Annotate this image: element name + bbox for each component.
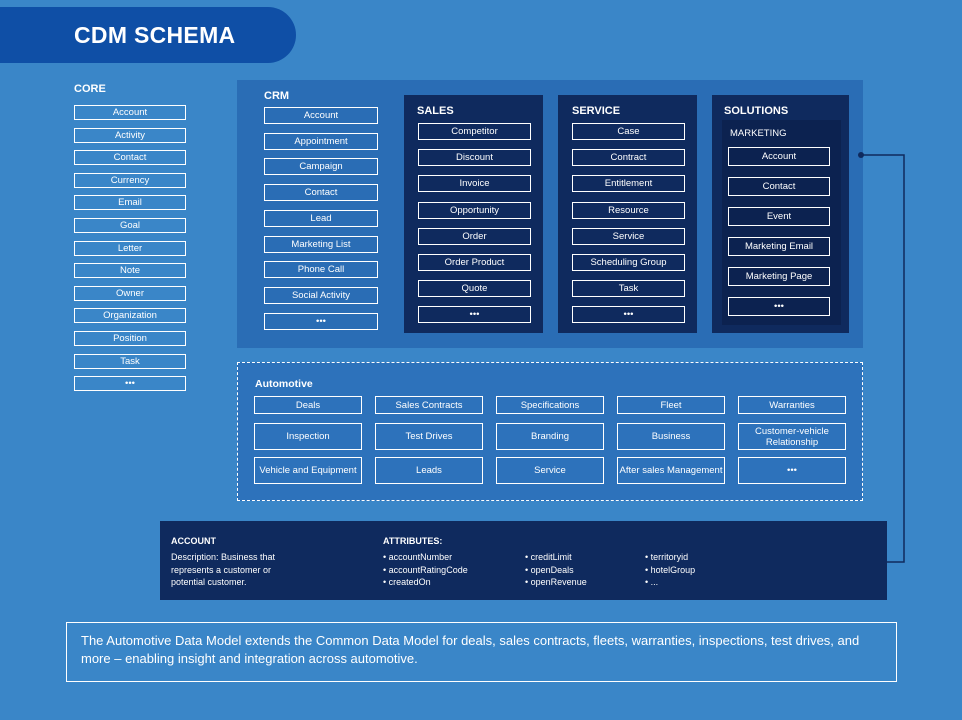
attribute-item: • territoryid (645, 552, 689, 562)
sales-item-order-product: Order Product (418, 254, 531, 271)
automotive-item-leads: Leads (375, 457, 483, 484)
automotive-item-test-drives: Test Drives (375, 423, 483, 450)
service-item-case: Case (572, 123, 685, 140)
sales-item-invoice: Invoice (418, 175, 531, 192)
attribute-item: • ... (645, 577, 659, 587)
service-item-service: Service (572, 228, 685, 245)
crm-item-social-activity: Social Activity (264, 287, 378, 304)
crm-item-account: Account (264, 107, 378, 124)
sales-item-order: Order (418, 228, 531, 245)
crm-label: CRM (264, 90, 290, 102)
marketing-label: MARKETING (730, 128, 787, 139)
sales-item-discount: Discount (418, 149, 531, 166)
core-item-task: Task (74, 354, 186, 369)
crm-item-campaign: Campaign (264, 158, 378, 175)
service-item-contract: Contract (572, 149, 685, 166)
automotive-item-sales-contracts: Sales Contracts (375, 396, 483, 414)
crm-item-appointment: Appointment (264, 133, 378, 150)
attribute-item: • accountRatingCode (383, 564, 468, 575)
automotive-item-vehicle-and-equipment: Vehicle and Equipment (254, 457, 362, 484)
solutions-label: SOLUTIONS (724, 105, 789, 117)
core-item-email: Email (74, 195, 186, 210)
sales-item-quote: Quote (418, 280, 531, 297)
core-item-account: Account (74, 105, 186, 120)
automotive-item-branding: Branding (496, 423, 604, 450)
core-item-contact: Contact (74, 150, 186, 165)
marketing-item-more: ••• (728, 297, 830, 316)
page-title: CDM SCHEMA (0, 7, 296, 63)
service-label: SERVICE (572, 105, 621, 117)
attribute-item: • hotelGroup (645, 564, 696, 575)
automotive-item-business: Business (617, 423, 725, 450)
attribute-item: • accountNumber (383, 552, 453, 562)
core-item-letter: Letter (74, 241, 186, 256)
core-item-note: Note (74, 263, 186, 278)
marketing-item-event: Event (728, 207, 830, 226)
automotive-item-fleet: Fleet (617, 396, 725, 414)
core-item-currency: Currency (74, 173, 186, 188)
automotive-item-service: Service (496, 457, 604, 484)
sales-item-opportunity: Opportunity (418, 202, 531, 219)
marketing-item-account: Account (728, 147, 830, 166)
automotive-item-after-sales-management: After sales Management (617, 457, 725, 484)
footer-description: The Automotive Data Model extends the Common Data Model for deals, sales contracts, fleets, warranties, inspections, test drives, and more – enabling insight and integration across automotive. (66, 622, 897, 682)
service-item-entitlement: Entitlement (572, 175, 685, 192)
crm-item-more: ••• (264, 313, 378, 330)
crm-item-contact: Contact (264, 184, 378, 201)
service-item-scheduling-group: Scheduling Group (572, 254, 685, 271)
core-item-more: ••• (74, 376, 186, 391)
core-item-activity: Activity (74, 128, 186, 143)
automotive-item-inspection: Inspection (254, 423, 362, 450)
automotive-item-deals: Deals (254, 396, 362, 414)
attribute-item: • openDeals (525, 564, 574, 575)
core-item-organization: Organization (74, 308, 186, 323)
automotive-item-customer-vehicle-relationship: Customer-vehicle Relationship (738, 423, 846, 450)
service-item-resource: Resource (572, 202, 685, 219)
core-item-owner: Owner (74, 286, 186, 301)
core-item-goal: Goal (74, 218, 186, 233)
attribute-item: • openRevenue (525, 577, 587, 587)
automotive-item-warranties: Warranties (738, 396, 846, 414)
service-item-more: ••• (572, 306, 685, 323)
account-description: Description: Business that represents a customer or potential customer. (171, 552, 276, 587)
automotive-label: Automotive (255, 378, 313, 390)
account-detail-label: ACCOUNT (171, 536, 216, 546)
automotive-item-more: ••• (738, 457, 846, 484)
core-label: CORE (74, 83, 106, 95)
attribute-item: • creditLimit (525, 552, 572, 562)
crm-item-lead: Lead (264, 210, 378, 227)
marketing-item-marketing-email: Marketing Email (728, 237, 830, 256)
crm-item-marketing-list: Marketing List (264, 236, 378, 253)
service-item-task: Task (572, 280, 685, 297)
sales-item-competitor: Competitor (418, 123, 531, 140)
automotive-item-specifications: Specifications (496, 396, 604, 414)
attributes-label: ATTRIBUTES: (383, 536, 443, 546)
marketing-item-contact: Contact (728, 177, 830, 196)
core-item-position: Position (74, 331, 186, 346)
sales-item-more: ••• (418, 306, 531, 323)
crm-item-phone-call: Phone Call (264, 261, 378, 278)
sales-label: SALES (417, 105, 454, 117)
marketing-item-marketing-page: Marketing Page (728, 267, 830, 286)
attribute-item: • createdOn (383, 577, 431, 587)
